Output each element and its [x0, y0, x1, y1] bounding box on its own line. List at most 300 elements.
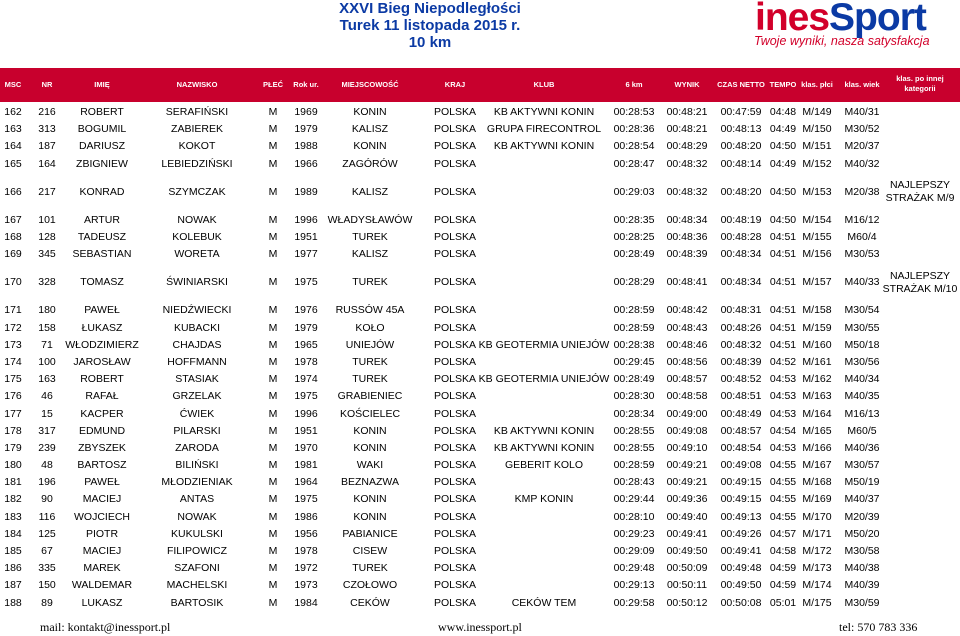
cell-gender: M	[268, 248, 278, 261]
cell-bib: 125	[38, 527, 56, 540]
cell-net-time: 00:48:28	[720, 231, 762, 244]
cell-country: POLSKA	[433, 545, 477, 558]
cell-city: CISEW	[352, 545, 388, 558]
cell-pace: 05:01	[769, 596, 797, 609]
table-row	[0, 509, 960, 526]
cell-age-rank: M40/32	[844, 157, 880, 170]
cell-pace: 04:49	[769, 123, 797, 136]
table-row	[0, 263, 960, 302]
header-age-rank: klas. wiek	[844, 80, 880, 89]
cell-age-rank: M20/38	[844, 185, 880, 198]
table-row	[0, 595, 960, 612]
table-row	[0, 440, 960, 457]
cell-first-name: SEBASTIAN	[72, 248, 132, 261]
cell-pace: 04:49	[769, 157, 797, 170]
cell-result: 00:48:39	[666, 248, 708, 261]
cell-net-time: 00:48:34	[720, 248, 762, 261]
cell-last-name: KOLEBUK	[172, 231, 222, 244]
cell-last-name: KUBACKI	[173, 321, 221, 334]
cell-club: KMP KONIN	[514, 493, 574, 506]
cell-place: 162	[4, 106, 22, 119]
cell-country: POLSKA	[433, 493, 477, 506]
cell-city: WAKI	[356, 459, 384, 472]
cell-bib: 345	[38, 248, 56, 261]
cell-pace: 04:58	[769, 545, 797, 558]
cell-bib: 150	[38, 579, 56, 592]
cell-first-name: EDMUND	[78, 424, 126, 437]
cell-birth-year: 1965	[294, 338, 318, 351]
table-row	[0, 104, 960, 121]
cell-bib: 163	[38, 373, 56, 386]
cell-last-name: ĆWIEK	[179, 407, 215, 420]
cell-bib: 90	[41, 493, 53, 506]
header-gender: PŁEĆ	[262, 80, 283, 89]
cell-place: 180	[4, 459, 22, 472]
cell-bib: 15	[41, 407, 53, 420]
header-club: KLUB	[533, 80, 555, 89]
cell-net-time: 00:49:08	[720, 459, 762, 472]
table-row	[0, 423, 960, 440]
cell-gender: M	[268, 321, 278, 334]
event-distance: 10 km	[408, 34, 452, 51]
cell-pace: 04:51	[769, 338, 797, 351]
cell-birth-year: 1977	[294, 248, 318, 261]
cell-result: 00:48:43	[666, 321, 708, 334]
cell-club: KB AKTYWNI KONIN	[493, 441, 595, 454]
cell-result: 00:50:09	[666, 562, 708, 575]
cell-net-time: 00:48:39	[720, 355, 762, 368]
cell-last-name: BARTOSIK	[170, 596, 224, 609]
cell-club: KB AKTYWNI KONIN	[493, 424, 595, 437]
cell-place: 176	[4, 390, 22, 403]
cell-result: 00:48:32	[666, 185, 708, 198]
cell-gender-rank: M/173	[802, 562, 832, 575]
cell-gender-rank: M/154	[802, 213, 832, 226]
cell-pace: 04:51	[769, 248, 797, 261]
cell-age-rank: M50/20	[844, 527, 880, 540]
cell-age-rank: M40/38	[844, 562, 880, 575]
header-net-time: CZAS NETTO	[717, 80, 765, 89]
cell-city: PABIANICE	[342, 527, 398, 540]
cell-first-name: ZBIGNIEW	[76, 157, 128, 170]
cell-net-time: 00:48:49	[720, 407, 762, 420]
cell-split-6km: 00:28:54	[613, 140, 655, 153]
cell-gender: M	[268, 527, 278, 540]
cell-city: CZOŁOWO	[342, 579, 398, 592]
cell-place: 165	[4, 157, 22, 170]
cell-city: KONIN	[353, 493, 387, 506]
cell-first-name: BOGUMIL	[77, 123, 127, 136]
cell-net-time: 00:47:59	[720, 106, 762, 119]
cell-split-6km: 00:29:58	[613, 596, 655, 609]
cell-age-rank: M20/37	[844, 140, 880, 153]
cell-city: KONIN	[353, 510, 387, 523]
cell-first-name: ROBERT	[80, 106, 124, 119]
cell-bib: 317	[38, 424, 56, 437]
cell-gender-rank: M/160	[802, 338, 832, 351]
cell-split-6km: 00:28:30	[613, 390, 655, 403]
cell-first-name: ZBYSZEK	[78, 441, 126, 454]
cell-country: POLSKA	[433, 248, 477, 261]
cell-gender-rank: M/167	[802, 459, 832, 472]
cell-club: GRUPA FIRECONTROL	[486, 123, 602, 136]
cell-age-rank: M60/5	[847, 424, 877, 437]
cell-first-name: MAREK	[83, 562, 121, 575]
cell-bib: 89	[41, 596, 53, 609]
cell-first-name: ARTUR	[84, 213, 120, 226]
cell-result: 00:49:36	[666, 493, 708, 506]
cell-country: POLSKA	[433, 424, 477, 437]
cell-last-name: CHAJDAS	[172, 338, 222, 351]
table-row	[0, 577, 960, 594]
cell-place: 187	[4, 579, 22, 592]
cell-pace: 04:51	[769, 276, 797, 289]
cell-bib: 216	[38, 106, 56, 119]
footer-phone: tel: 570 783 336	[839, 620, 918, 634]
cell-birth-year: 1951	[294, 231, 318, 244]
cell-first-name: MACIEJ	[82, 545, 122, 558]
cell-bib: 128	[38, 231, 56, 244]
cell-net-time: 00:48:14	[720, 157, 762, 170]
header-birth-year: Rok ur.	[293, 80, 319, 89]
cell-bib: 187	[38, 140, 56, 153]
cell-birth-year: 1986	[294, 510, 318, 523]
cell-birth-year: 1970	[294, 441, 318, 454]
cell-first-name: JAROSŁAW	[73, 355, 131, 368]
cell-age-rank: M30/57	[844, 459, 880, 472]
cell-city: KALISZ	[351, 123, 389, 136]
cell-result: 00:48:21	[666, 123, 708, 136]
cell-birth-year: 1979	[294, 321, 318, 334]
cell-club: KB GEOTERMIA UNIEJÓW	[478, 338, 610, 351]
cell-first-name: WALDEMAR	[71, 579, 133, 592]
cell-gender: M	[268, 304, 278, 317]
cell-place: 171	[4, 304, 22, 317]
cell-gender: M	[268, 231, 278, 244]
cell-first-name: WOJCIECH	[74, 510, 130, 523]
cell-bib: 239	[38, 441, 56, 454]
cell-gender: M	[268, 140, 278, 153]
cell-place: 163	[4, 123, 22, 136]
cell-pace: 04:50	[769, 140, 797, 153]
cell-gender-rank: M/151	[802, 140, 832, 153]
cell-birth-year: 1973	[294, 579, 318, 592]
cell-age-rank: M40/39	[844, 579, 880, 592]
cell-age-rank: M30/54	[844, 304, 880, 317]
cell-net-time: 00:49:13	[720, 510, 762, 523]
header-place: MSC	[4, 80, 22, 89]
cell-place: 172	[4, 321, 22, 334]
table-row	[0, 229, 960, 246]
cell-pace: 04:55	[769, 459, 797, 472]
table-row	[0, 354, 960, 371]
cell-pace: 04:59	[769, 579, 797, 592]
cell-gender-rank: M/157	[802, 276, 832, 289]
header-first-name: IMIĘ	[94, 80, 110, 89]
cell-place: 178	[4, 424, 22, 437]
cell-first-name: PAWEŁ	[84, 476, 120, 489]
cell-country: POLSKA	[433, 579, 477, 592]
cell-gender: M	[268, 373, 278, 386]
cell-pace: 04:48	[769, 106, 797, 119]
cell-birth-year: 1969	[294, 106, 318, 119]
cell-result: 00:48:57	[666, 373, 708, 386]
cell-result: 00:49:21	[666, 459, 708, 472]
cell-place: 168	[4, 231, 22, 244]
cell-gender-rank: M/150	[802, 123, 832, 136]
cell-split-6km: 00:28:59	[613, 321, 655, 334]
cell-age-rank: M60/4	[847, 231, 877, 244]
cell-bib: 217	[38, 185, 56, 198]
cell-place: 181	[4, 476, 22, 489]
event-name: XXVI Bieg Niepodległości	[339, 0, 521, 17]
cell-last-name: NOWAK	[177, 510, 217, 523]
cell-age-rank: M40/36	[844, 441, 880, 454]
cell-age-rank: M40/33	[844, 276, 880, 289]
cell-split-6km: 00:28:43	[613, 476, 655, 489]
cell-age-rank: M50/18	[844, 338, 880, 351]
table-row	[0, 138, 960, 155]
table-row	[0, 474, 960, 491]
cell-split-6km: 00:29:48	[613, 562, 655, 575]
cell-last-name: HOFFMANN	[167, 355, 227, 368]
cell-last-name: SERAFIŃSKI	[165, 106, 229, 119]
logo-tagline: Twoje wyniki, nasza satysfakcja	[754, 34, 930, 48]
table-row	[0, 121, 960, 138]
cell-pace: 04:57	[769, 527, 797, 540]
cell-pace: 04:50	[769, 213, 797, 226]
header-country: KRAJ	[444, 80, 466, 89]
cell-club: KB GEOTERMIA UNIEJÓW	[478, 373, 610, 386]
cell-net-time: 00:48:54	[720, 441, 762, 454]
header-gender-rank: klas. płci	[801, 80, 833, 89]
cell-age-rank: M30/53	[844, 248, 880, 261]
cell-gender-rank: M/168	[802, 476, 832, 489]
cell-first-name: RAFAŁ	[85, 390, 119, 403]
cell-birth-year: 1996	[294, 213, 318, 226]
table-row	[0, 388, 960, 405]
header-last-name: NAZWISKO	[176, 80, 218, 89]
cell-country: POLSKA	[433, 596, 477, 609]
cell-first-name: KONRAD	[79, 185, 125, 198]
cell-bib: 180	[38, 304, 56, 317]
table-row	[0, 337, 960, 354]
cell-last-name: PILARSKI	[173, 424, 221, 437]
cell-place: 175	[4, 373, 22, 386]
cell-first-name: TADEUSZ	[77, 231, 127, 244]
cell-age-rank: M40/37	[844, 493, 880, 506]
cell-city: BEZNAZWA	[341, 476, 399, 489]
cell-net-time: 00:48:52	[720, 373, 762, 386]
cell-age-rank: M30/55	[844, 321, 880, 334]
cell-age-rank: M40/34	[844, 373, 880, 386]
cell-country: POLSKA	[433, 123, 477, 136]
cell-place: 164	[4, 140, 22, 153]
cell-city: UNIEJÓW	[345, 338, 395, 351]
cell-city: KALISZ	[351, 248, 389, 261]
cell-bib: 328	[38, 276, 56, 289]
cell-birth-year: 1964	[294, 476, 318, 489]
cell-city: KONIN	[353, 424, 387, 437]
cell-split-6km: 00:28:10	[613, 510, 655, 523]
cell-first-name: WŁODZIMIERZ	[65, 338, 139, 351]
cell-net-time: 00:49:15	[720, 493, 762, 506]
cell-birth-year: 1974	[294, 373, 318, 386]
cell-net-time: 00:49:26	[720, 527, 762, 540]
cell-split-6km: 00:28:59	[613, 304, 655, 317]
cell-bib: 67	[41, 545, 53, 558]
cell-country: POLSKA	[433, 390, 477, 403]
cell-gender-rank: M/164	[802, 407, 832, 420]
cell-gender: M	[268, 213, 278, 226]
event-date: Turek 11 listopada 2015 r.	[339, 17, 521, 34]
cell-other-category: NAJLEPSZY STRAŻAK M/10	[882, 269, 958, 295]
cell-net-time: 00:48:26	[720, 321, 762, 334]
cell-split-6km: 00:29:44	[613, 493, 655, 506]
cell-country: POLSKA	[433, 510, 477, 523]
cell-bib: 116	[38, 510, 56, 523]
cell-pace: 04:55	[769, 476, 797, 489]
cell-pace: 04:53	[769, 373, 797, 386]
cell-result: 00:48:46	[666, 338, 708, 351]
cell-city: KOŁO	[355, 321, 385, 334]
cell-birth-year: 1996	[294, 407, 318, 420]
cell-net-time: 00:48:20	[720, 185, 762, 198]
cell-place: 186	[4, 562, 22, 575]
cell-gender: M	[268, 545, 278, 558]
cell-country: POLSKA	[433, 459, 477, 472]
cell-split-6km: 00:28:34	[613, 407, 655, 420]
cell-last-name: KOKOT	[178, 140, 216, 153]
cell-place: 182	[4, 493, 22, 506]
cell-split-6km: 00:28:59	[613, 459, 655, 472]
cell-result: 00:48:21	[666, 106, 708, 119]
cell-bib: 48	[41, 459, 53, 472]
cell-gender: M	[268, 476, 278, 489]
cell-age-rank: M16/12	[844, 213, 880, 226]
cell-first-name: PIOTR	[85, 527, 119, 540]
cell-first-name: MACIEJ	[82, 493, 122, 506]
table-row	[0, 320, 960, 337]
cell-gender: M	[268, 579, 278, 592]
cell-country: POLSKA	[433, 185, 477, 198]
cell-club: CEKÓW TEM	[511, 596, 577, 609]
cell-last-name: STASIAK	[175, 373, 219, 386]
cell-bib: 164	[38, 157, 56, 170]
cell-gender: M	[268, 390, 278, 403]
cell-place: 167	[4, 213, 22, 226]
cell-country: POLSKA	[433, 476, 477, 489]
cell-gender-rank: M/171	[802, 527, 832, 540]
table-row	[0, 212, 960, 229]
cell-first-name: LUKASZ	[81, 596, 123, 609]
cell-pace: 04:51	[769, 321, 797, 334]
cell-bib: 158	[38, 321, 56, 334]
cell-bib: 100	[38, 355, 56, 368]
results-table-header	[0, 68, 960, 102]
table-row	[0, 457, 960, 474]
cell-split-6km: 00:29:03	[613, 185, 655, 198]
cell-gender: M	[268, 106, 278, 119]
cell-gender-rank: M/159	[802, 321, 832, 334]
cell-pace: 04:59	[769, 562, 797, 575]
cell-gender-rank: M/170	[802, 510, 832, 523]
cell-gender-rank: M/169	[802, 493, 832, 506]
cell-city: KONIN	[353, 106, 387, 119]
cell-result: 00:48:36	[666, 231, 708, 244]
cell-city: WŁADYSŁAWÓW	[327, 213, 413, 226]
cell-country: POLSKA	[433, 106, 477, 119]
cell-bib: 313	[38, 123, 56, 136]
cell-age-rank: M50/19	[844, 476, 880, 489]
cell-gender: M	[268, 424, 278, 437]
cell-birth-year: 1989	[294, 185, 318, 198]
cell-last-name: SZYMCZAK	[168, 185, 226, 198]
cell-country: POLSKA	[433, 441, 477, 454]
cell-last-name: ZARODA	[175, 441, 219, 454]
footer-website: www.inessport.pl	[438, 620, 522, 634]
cell-gender: M	[268, 441, 278, 454]
cell-gender-rank: M/155	[802, 231, 832, 244]
table-row	[0, 156, 960, 173]
cell-split-6km: 00:29:09	[613, 545, 655, 558]
cell-result: 00:48:58	[666, 390, 708, 403]
cell-first-name: BARTOSZ	[77, 459, 127, 472]
table-row	[0, 491, 960, 508]
cell-city: CEKÓW	[350, 596, 390, 609]
cell-last-name: WORETA	[174, 248, 220, 261]
cell-gender-rank: M/153	[802, 185, 832, 198]
cell-first-name: ROBERT	[80, 373, 124, 386]
page-header	[0, 0, 960, 68]
cell-split-6km: 00:28:55	[613, 441, 655, 454]
cell-result: 00:48:32	[666, 157, 708, 170]
cell-gender: M	[268, 355, 278, 368]
cell-birth-year: 1966	[294, 157, 318, 170]
cell-gender: M	[268, 596, 278, 609]
cell-pace: 04:55	[769, 493, 797, 506]
cell-result: 00:48:29	[666, 140, 708, 153]
table-row	[0, 405, 960, 422]
cell-place: 185	[4, 545, 22, 558]
cell-pace: 04:53	[769, 390, 797, 403]
cell-gender: M	[268, 562, 278, 575]
cell-split-6km: 00:28:35	[613, 213, 655, 226]
cell-result: 00:48:56	[666, 355, 708, 368]
cell-result: 00:49:50	[666, 545, 708, 558]
cell-country: POLSKA	[433, 373, 477, 386]
cell-pace: 04:54	[769, 424, 797, 437]
cell-birth-year: 1975	[294, 276, 318, 289]
cell-age-rank: M40/31	[844, 106, 880, 119]
cell-bib: 101	[38, 213, 56, 226]
cell-split-6km: 00:28:49	[613, 248, 655, 261]
cell-gender-rank: M/175	[802, 596, 832, 609]
cell-country: POLSKA	[433, 304, 477, 317]
cell-net-time: 00:48:31	[720, 304, 762, 317]
cell-gender-rank: M/156	[802, 248, 832, 261]
cell-result: 00:49:10	[666, 441, 708, 454]
cell-split-6km: 00:29:45	[613, 355, 655, 368]
cell-city: TUREK	[352, 373, 388, 386]
cell-birth-year: 1972	[294, 562, 318, 575]
cell-last-name: BILIŃSKI	[175, 459, 219, 472]
cell-last-name: FILIPOWICZ	[166, 545, 228, 558]
cell-gender-rank: M/162	[802, 373, 832, 386]
cell-first-name: PAWEŁ	[84, 304, 120, 317]
footer-email: mail: kontakt@inessport.pl	[40, 620, 171, 634]
table-row	[0, 526, 960, 543]
